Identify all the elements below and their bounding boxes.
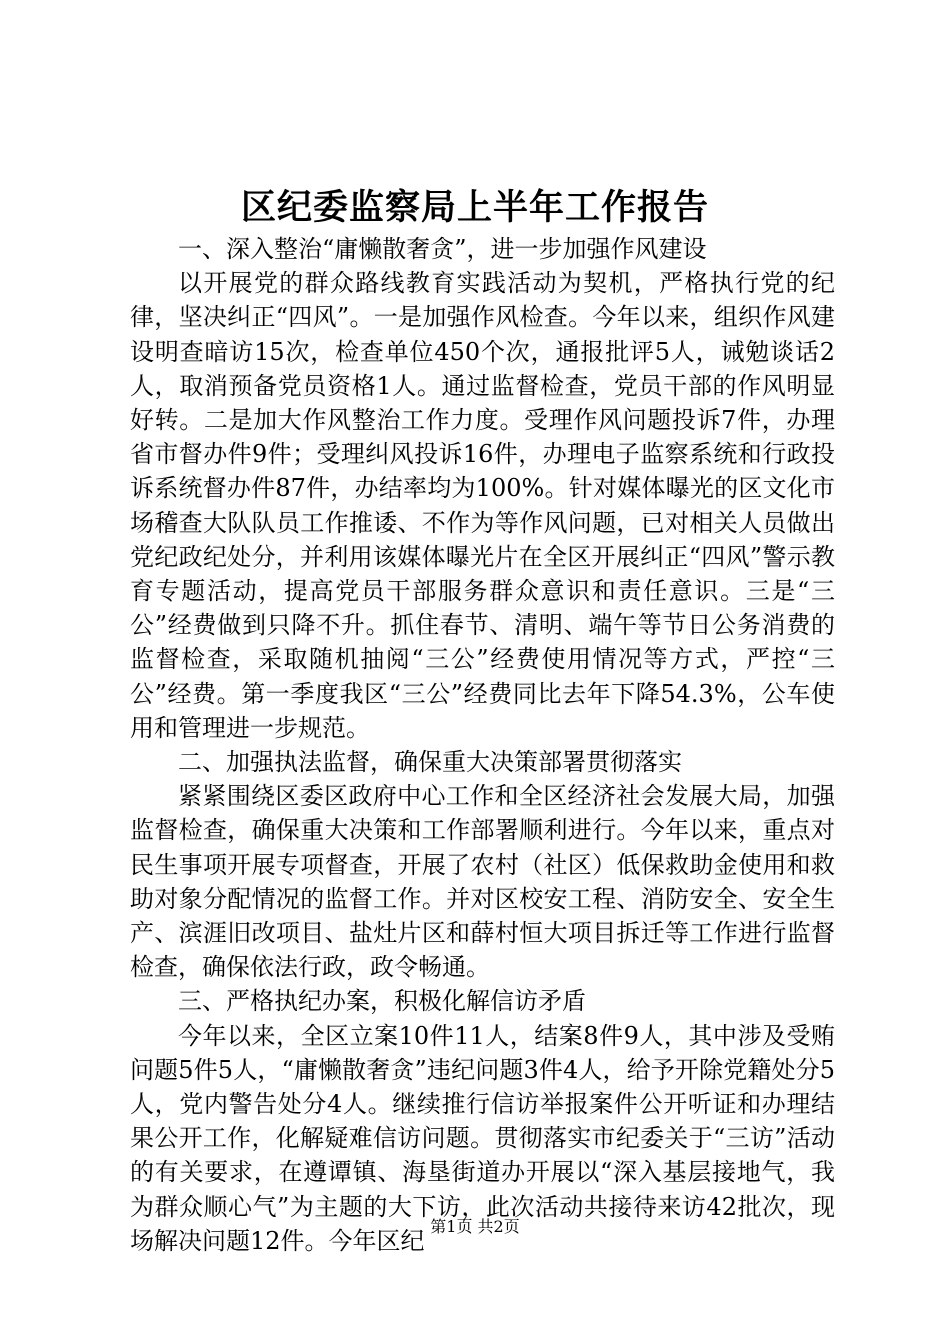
section-heading-1: 一、深入整治“庸懒散奢贪”，进一步加强作风建设 (178, 235, 707, 263)
section-paragraph-3: 今年以来，全区立案10件11人，结案8件9人，其中涉及受贿问题5件5人，“庸懒散奢贪”违纪问题3件4人，给予开除党籍处分5人，党内警告处分4人。继续推行信访举报案件公开听证和办理结果公开工作，化解疑难信访问题。贯彻落实市纪委关于“三访”活动的有关要求，在遵谭镇、海垦街道办开展以“深入基层接地气，我为群众顺心气”为主题的大下访，此次活动共接待来访42批次，现场解决问题12件。今年区纪 (130, 1021, 835, 1255)
section-paragraph-1: 以开展党的群众路线教育实践活动为契机，严格执行党的纪律，坚决纠正“四风”。一是加强作风检查。今年以来，组织作风建设明查暗访15次，检查单位450个次，通报批评5人，诫勉谈话2人，取消预备党员资格1人。通过监督检查，党员干部的作风明显好转。二是加大作风整治工作力度。受理作风问题投诉7件，办理省市督办件9件；受理纠风投诉16件，办理电子监察系统和行政投诉系统督办件87件，办结率均为100%。针对媒体曝光的区文化市场稽查大队队员工作推诿、不作为等作风问题，已对相关人员做出党纪政纪处分，并利用该媒体曝光片在全区开展纠正“四风”警示教育专题活动，提高党员干部服务群众意识和责任意识。三是“三公”经费做到只降不升。抓住春节、清明、端午等节日公务消费的监督检查，采取随机抽阅“三公”经费使用情况等方式，严控“三公”经费。第一季度我区“三公”经费同比去年下降54.3%，公车使用和管理进一步规范。 (130, 269, 835, 742)
section-paragraph-2: 紧紧围绕区委区政府中心工作和全区经济社会发展大局，加强监督检查，确保重大决策和工作部署顺利进行。今年以来，重点对民生事项开展专项督查，开展了农村（社区）低保救助金使用和救助对象分配情况的监督工作。并对区校安工程、消防安全、安全生产、滨涯旧改项目、盐灶片区和薛村恒大项目拆迁等工作进行监督检查，确保依法行政，政令畅通。 (130, 782, 835, 982)
section-heading-2: 二、加强执法监督，确保重大决策部署贯彻落实 (178, 748, 682, 777)
section-heading-3: 三、严格执纪办案，积极化解信访矛盾 (178, 987, 586, 1016)
document-title: 区纪委监察局上半年工作报告 (240, 187, 709, 228)
document-body (130, 232, 835, 1258)
page-footer: 第1页 共2页 (430, 1217, 520, 1236)
